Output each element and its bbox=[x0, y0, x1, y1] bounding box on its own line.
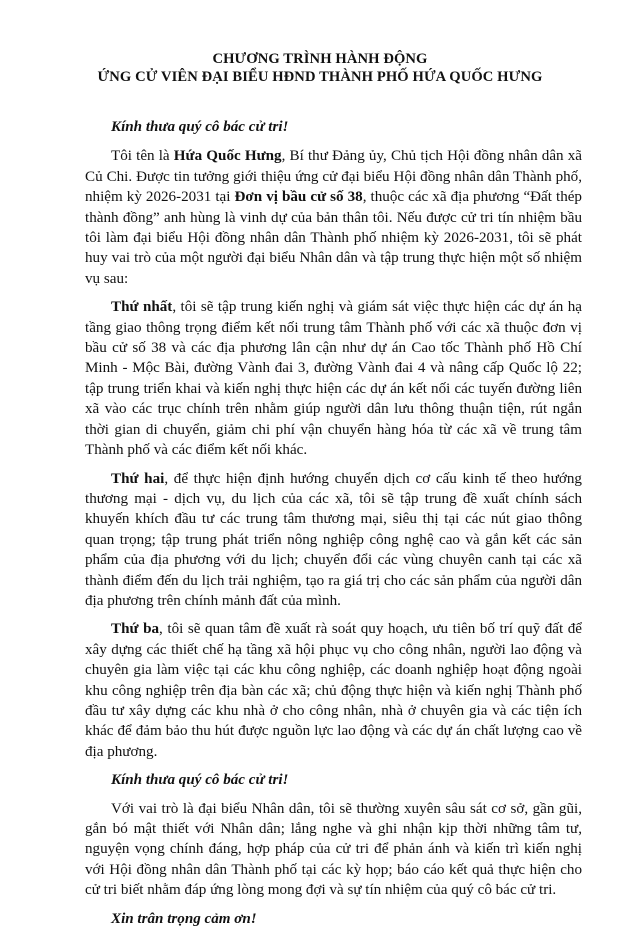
task-paragraph-3 bbox=[85, 619, 582, 762]
task-label: Thứ hai bbox=[111, 470, 165, 487]
intro-paragraph bbox=[85, 146, 582, 289]
intro-text-b: , Bí thư Đảng ủy, Chủ tịch Hội đồng nhân dân xã Củ Chi. Được tin tưởng giới thiệu ứng cử đại biểu Hội đồng nhân dân Thành phố, nhiệm kỳ 2026-2031 tại bbox=[85, 148, 582, 206]
task-text: , tôi sẽ tập trung kiến nghị và giám sát việc thực hiện các dự án hạ tầng giao thông trọng điểm kết nối trung tâm Thành phố với các xã thuộc đơn vị bầu cử số 38 và các địa phương lân cận như dự án Cao tốc Thành phố Hồ Chí Minh - Mộc Bài, đường Vành đai 3, đường Vành đai 4 và nâng cấp Quốc lộ 22; tập trung triển khai và kiến nghị thực hiện các dự án kết nối các tuyến đường liên xã vào các trục chính trên nhằm giúp người dân lưu thông thuận tiện, rút ngắn thời gian di chuyển, giảm chi phí vận chuyển hàng hóa từ các xã về trung tâm Thành phố và các điểm kết nối khác. bbox=[85, 299, 582, 459]
document-body bbox=[85, 117, 582, 929]
intro-text-a: Tôi tên là bbox=[111, 148, 174, 165]
closing-line: Xin trân trọng cảm ơn! bbox=[111, 910, 257, 927]
greeting: Kính thưa quý cô bác cử tri! bbox=[111, 119, 289, 135]
task-text: , tôi sẽ quan tâm đề xuất rà soát quy hoạch, ưu tiên bố trí quỹ đất để xây dựng các thiết chế hạ tầng xã hội phục vụ cho công nhân, người lao động và chuyên gia làm việc tại các khu công nghiệp, các doanh nghiệp hoạt động ngoài khu công nghiệp trên địa bàn các xã; chủ động thực hiện và kiến nghị Thành phố đầu tư xây dựng các khu nhà ở cho công nhân, nhà ở chuyên gia và các tiện ích khác để đảm bảo thu hút được nguồn lực lao động và các dự án chất lượng cao về địa phương. bbox=[85, 621, 583, 760]
document-title: CHƯƠNG TRÌNH HÀNH ĐỘNG bbox=[212, 51, 428, 67]
intro-text-c: , thuộc các xã địa phương “Đất thép thành đồng” anh hùng là vinh dự của bản thân tôi. Nếu được cử tri tín nhiệm bầu tôi làm đại biểu Hội đồng nhân dân Thành phố nhiệm kỳ 2026-2031, tôi sẽ phát huy vai trò của một người đại biểu Nhân dân và tập trung thực hiện một số nhiệm vụ sau: bbox=[85, 189, 582, 287]
task-paragraph-2 bbox=[85, 469, 582, 612]
electoral-unit: Đơn vị bầu cử số 38 bbox=[234, 189, 363, 206]
document-subtitle: ỨNG CỬ VIÊN ĐẠI BIỂU HĐND THÀNH PHỐ HỨA QUỐC HƯNG bbox=[97, 69, 543, 85]
candidate-name: Hứa Quốc Hưng bbox=[173, 148, 282, 165]
task-paragraph-1 bbox=[85, 297, 582, 460]
greeting-second: Kính thưa quý cô bác cử tri! bbox=[111, 772, 289, 789]
commitment-paragraph: Với vai trò là đại biểu Nhân dân, tôi sẽ thường xuyên sâu sát cơ sở, gần gũi, gắn bó mật thiết với Nhân dân; lắng nghe và ghi nhận kịp thời những tâm tư, nguyện vọng chính đáng, hợp pháp của cử tri để phản ánh và kiến trì kiến nghị với Hội đồng nhân dân Thành phố tại các kỳ họp; báo cáo kết quả thực hiện cho cử tri biết nhằm đáp ứng lòng mong đợi và sự tín nhiệm của quý cô bác cử tri. bbox=[85, 800, 582, 899]
task-label: Thứ ba bbox=[111, 621, 160, 638]
task-label: Thứ nhất bbox=[111, 299, 173, 316]
task-text: , để thực hiện định hướng chuyển dịch cơ cấu kinh tế theo hướng thương mại - dịch vụ, du lịch của các xã, tôi sẽ tập trung đề xuất chính sách khuyến khích đầu tư các trung tâm thương mại, siêu thị tại các nút giao thông quan trọng; tập trung phát triển nông nghiệp công nghệ cao và gắn kết các sản phẩm của địa phương với du lịch; chuyển đổi các vùng chuyên canh tại các xã thành điểm đến du lịch trải nghiệm, tạo ra giá trị cho các sản phẩm của người dân địa phương trên chính mảnh đất của mình. bbox=[85, 470, 582, 609]
